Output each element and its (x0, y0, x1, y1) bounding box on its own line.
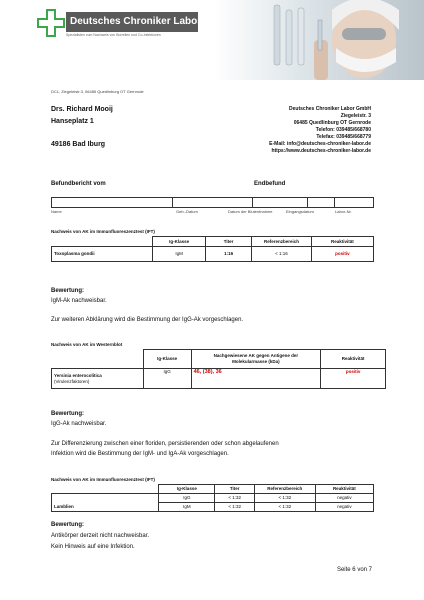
s1-row-label: Toxoplasma gondii (52, 247, 153, 262)
s3-row1-reactivity: negativ (315, 494, 373, 503)
s1-row-reference: < 1:16 (252, 247, 312, 262)
lab-website: https://www.deutsches-chroniker-labor.de (271, 148, 371, 154)
recipient-name: Drs. Richard Mooij (51, 106, 113, 113)
s2-row-sublabel: (Virulenzfaktoren) (54, 378, 90, 384)
lab-fax: Telefax: 039485/668779 (316, 134, 371, 140)
recipient-city: 49186 Bad Iburg (51, 141, 106, 148)
s2-header-antigens-line2: Molekularmasse (kDa) (232, 359, 280, 364)
s2-header-reactivity: Reaktivität (321, 350, 386, 369)
patient-info-box (51, 197, 374, 208)
section2-eval-line2: Zur Differenzierung zwischen einer floriden, persistierenden oder schon abgelaufenen (51, 441, 279, 447)
s1-header-class: Ig-Klasse (153, 237, 206, 247)
s3-row1-reference: < 1:32 (254, 494, 315, 503)
s3-header-class: Ig-Klasse (159, 485, 215, 494)
section2-title: Nachweis von AK im Westernblot (51, 342, 123, 347)
section2-eval-line1: IgG-Ak nachweisbar. (51, 421, 107, 427)
recipient-street: Hanseplatz 1 (51, 118, 94, 125)
label-received-date: Eingangsdatum (286, 209, 314, 214)
s2-row-value: 46, (38), 36 (193, 369, 222, 375)
s3-header-titer: Titer (215, 485, 255, 494)
label-sample-date: Datum der Blutentnahme (228, 209, 273, 214)
s1-row-titer: 1:16 (206, 247, 252, 262)
section1-table (51, 236, 374, 262)
section3-eval-line1: Antikörper derzeit nicht nachweisbar. (51, 533, 150, 539)
s3-row2-reactivity: negativ (315, 503, 373, 512)
label-birthdate: Geb.-Datum (176, 209, 198, 214)
section2-table (51, 349, 386, 389)
page-number: Seite 6 von 7 (336, 567, 372, 573)
s2-row-value-cell (191, 369, 321, 389)
section3-eval-title: Bewertung: (51, 522, 84, 528)
section3-table (51, 484, 374, 512)
s3-row1-class: IgG (159, 494, 215, 503)
section3-title: Nachweis von AK im Immunfluoreszenztest (IFT) (51, 477, 155, 482)
report-status: Endbefund (254, 181, 286, 187)
s3-row2-titer: < 1:32 (215, 503, 255, 512)
section1-eval-line1: IgM-Ak nachweisbar. (51, 298, 107, 304)
sender-line: DCL, Ziegeleistr.3, 06485 Quedlinburg OT Gernrode (51, 89, 144, 94)
logo-subtitle: Spezialisten zum Nachweis von Borrelien und Co-Infektionen (66, 33, 161, 37)
section2-eval-line3: Infektion wird die Bestimmung der IgM- und IgA-Ak vorgeschlagen. (51, 451, 229, 457)
medical-cross-icon (36, 8, 66, 38)
s2-row-class: IgG (143, 369, 191, 389)
label-lab-number: Labor-Nr. (335, 209, 352, 214)
lab-photo (214, 0, 424, 80)
s2-header-class: Ig-Klasse (143, 350, 191, 369)
s3-row1-titer: < 1:32 (215, 494, 255, 503)
s3-header-reference: Referenzbereich (254, 485, 315, 494)
s1-header-reactivity: Reaktivität (311, 237, 373, 247)
s2-header-antigens-line1: Nachgewiesene AK gegen Antigene der (213, 353, 299, 358)
s2-row-reactivity: positiv (321, 369, 386, 389)
s2-header-antigens (191, 350, 321, 369)
s2-row-label-cell (52, 369, 144, 389)
lab-address (269, 106, 371, 155)
s3-header-reactivity: Reaktivität (315, 485, 373, 494)
logo-title: Deutsches Chroniker Labor (66, 12, 198, 32)
lab-email: E-Mail: info@deutsches-chroniker-labor.de (269, 141, 371, 147)
section1-title: Nachweis von AK im Immunfluoreszenztest (IFT) (51, 229, 155, 234)
s3-row2-reference: < 1:32 (254, 503, 315, 512)
section1-eval-title: Bewertung: (51, 288, 84, 294)
lab-city: 06485 Quedlinburg OT Gernrode (293, 120, 371, 126)
label-name: Name (51, 209, 62, 214)
s3-row-label: Lamblien (52, 503, 159, 512)
page-header (0, 0, 424, 80)
s1-header-titer: Titer (206, 237, 252, 247)
s3-row2-class: IgM (159, 503, 215, 512)
report-title: Befundbericht vom (51, 181, 106, 187)
s1-row-class: IgM (153, 247, 206, 262)
s2-row-label: Yersinia enterocolitica (54, 372, 102, 378)
s1-header-reference: Referenzbereich (252, 237, 312, 247)
section1-eval-line2: Zur weiteren Abklärung wird die Bestimmung der IgG-Ak vorgeschlagen. (51, 317, 244, 323)
lab-phone: Telefon: 039485/668780 (315, 127, 371, 133)
section3-eval-line2: Kein Hinweis auf eine Infektion. (51, 544, 135, 550)
section2-eval-title: Bewertung: (51, 411, 84, 417)
lab-name: Deutsches Chroniker Labor GmbH (289, 106, 371, 112)
lab-logo (36, 8, 202, 64)
s1-row-reactivity: positiv (311, 247, 373, 262)
lab-street: Ziegeleistr. 3 (340, 113, 371, 119)
